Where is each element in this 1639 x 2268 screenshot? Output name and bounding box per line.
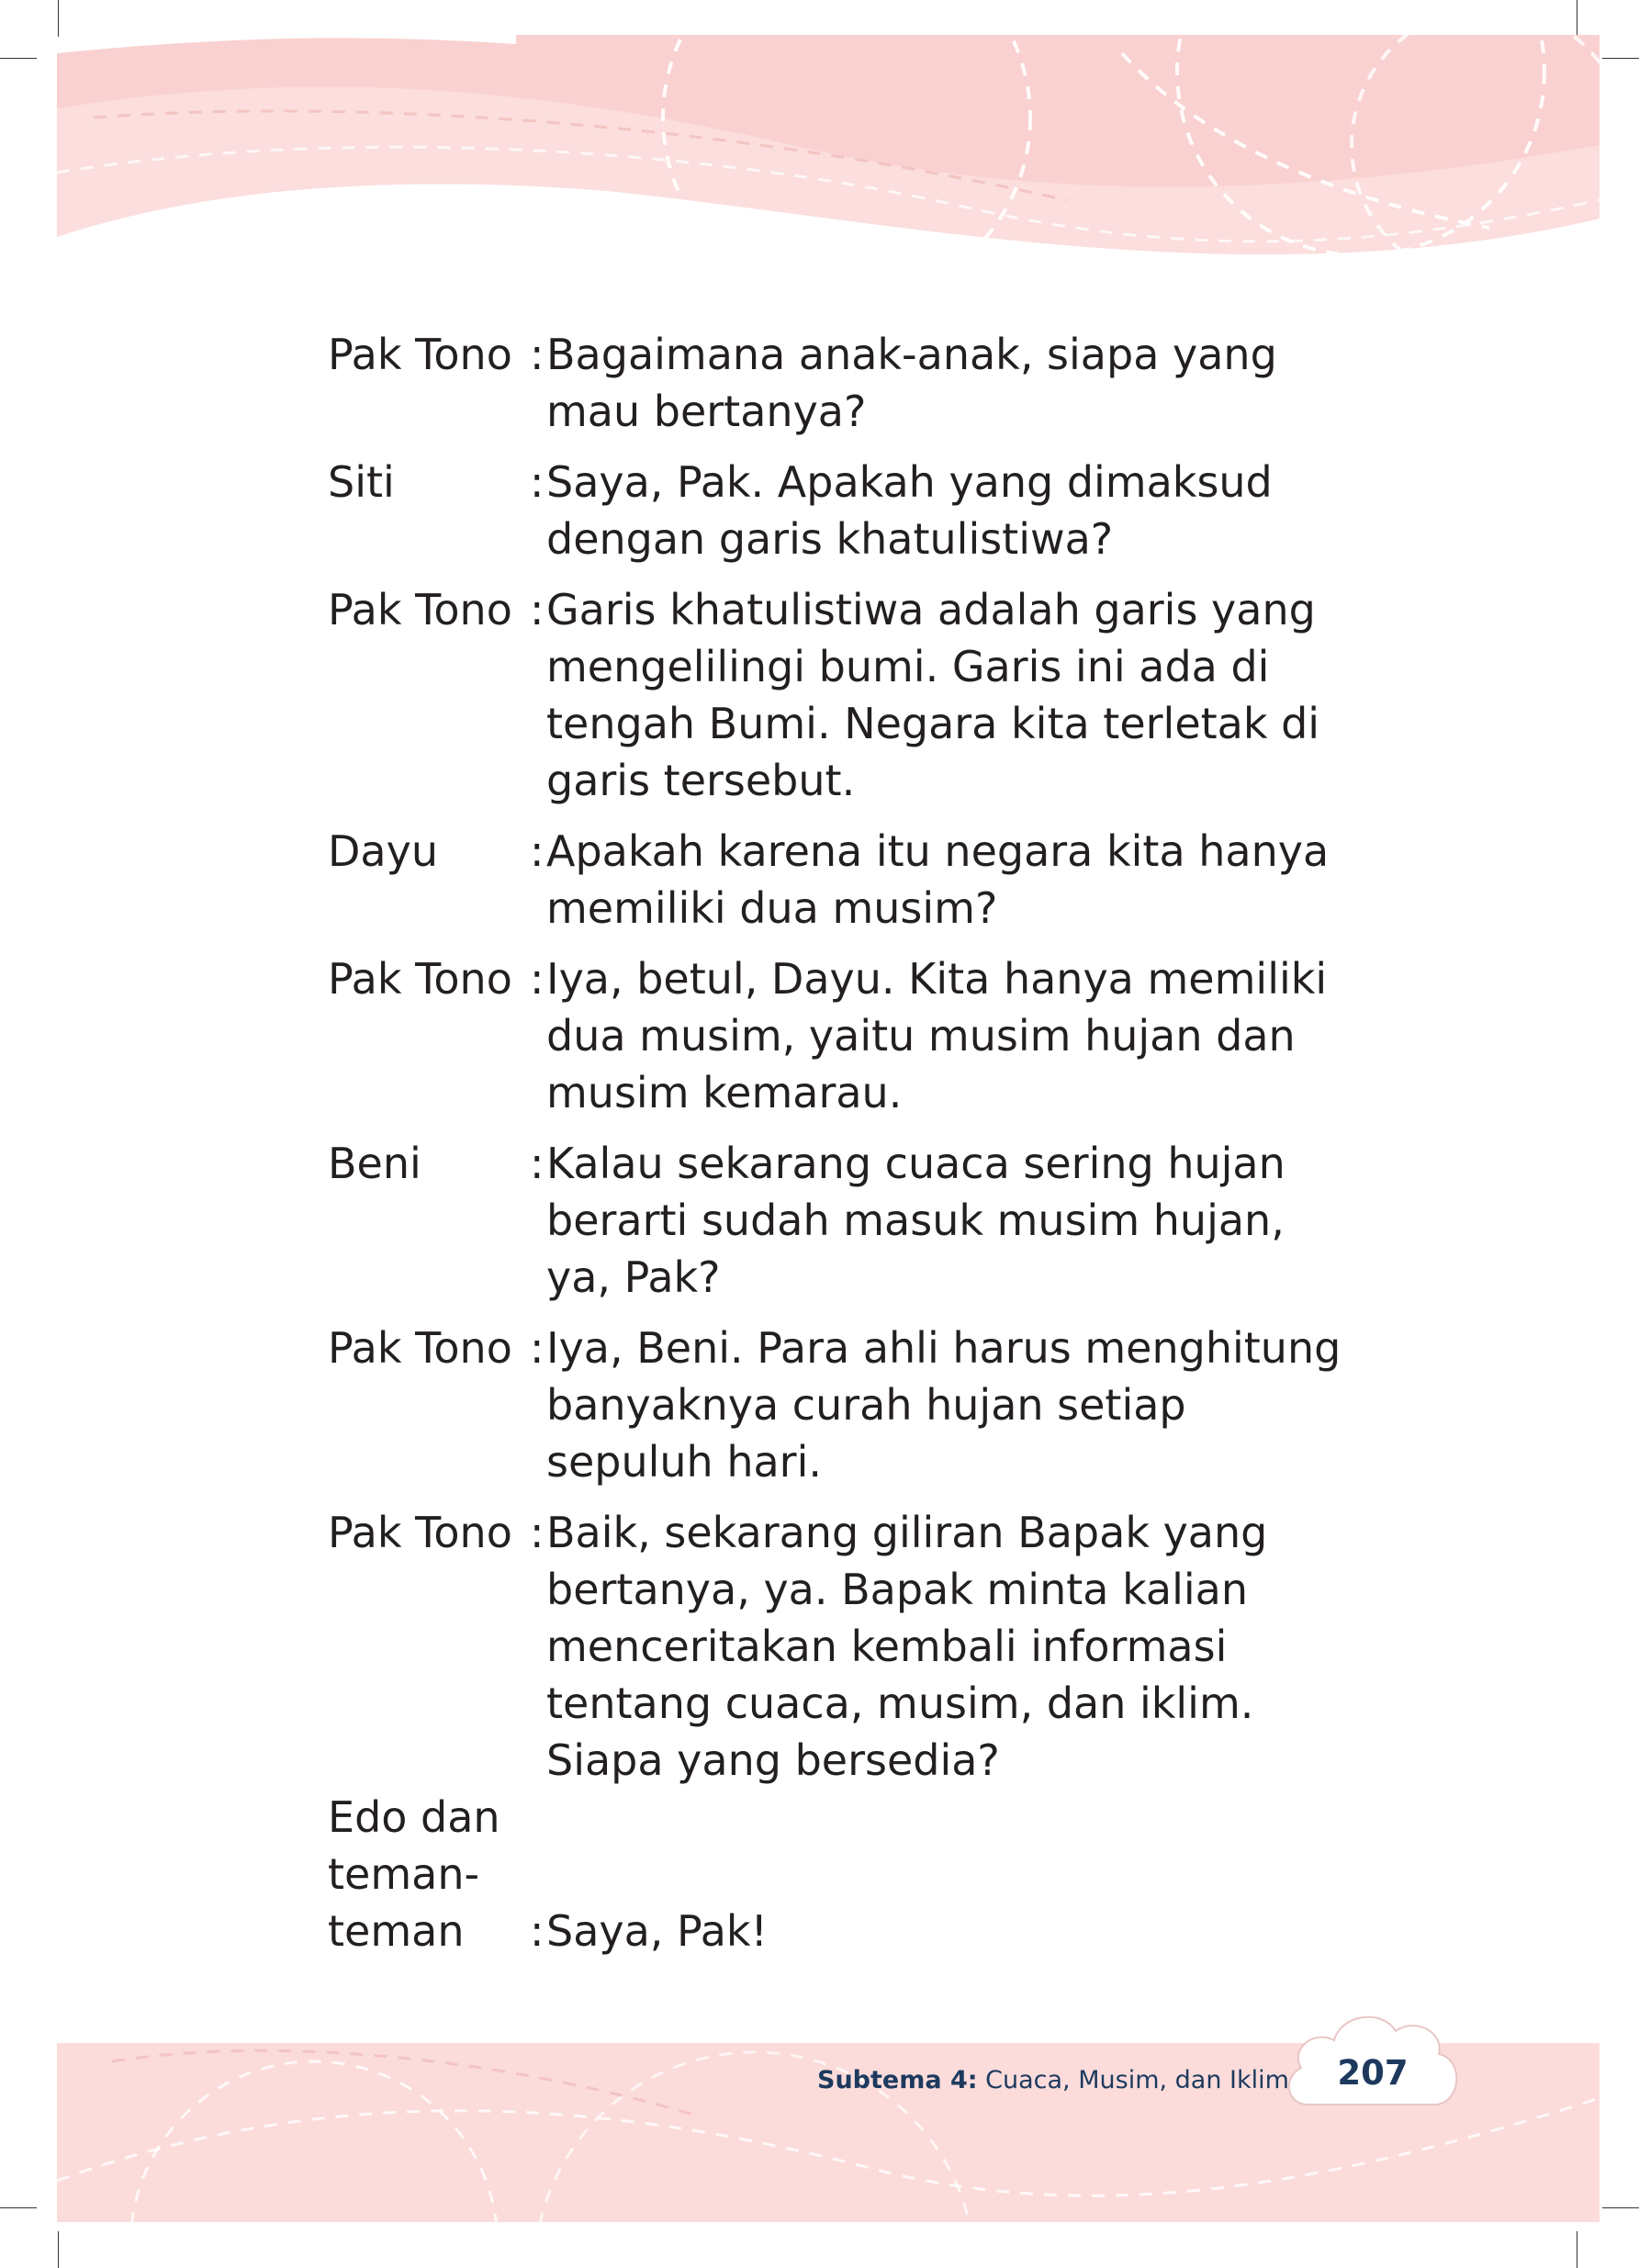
speaker-name: Edo dan teman- teman — [328, 1792, 500, 1956]
colon: : — [530, 1323, 544, 1373]
colon: : — [530, 1508, 544, 1557]
dialogue-turn — [328, 950, 1411, 1121]
dialogue-turn — [328, 326, 1411, 440]
speaker-name: Pak Tono — [328, 1508, 512, 1557]
crop-mark — [58, 0, 59, 37]
speaker-name: Beni — [328, 1139, 421, 1188]
dialogue — [328, 326, 1411, 1973]
dialogue-turn — [328, 823, 1411, 937]
speaker-name: Pak Tono — [328, 585, 512, 634]
speech-text: Saya, Pak! — [546, 1906, 768, 1956]
dialogue-turn — [328, 454, 1411, 567]
footer-subtheme-title: Cuaca, Musim, dan Iklim — [985, 2066, 1289, 2094]
speech-text: Saya, Pak. Apakah yang dimaksud dengan garis khatulistiwa? — [546, 457, 1273, 564]
colon: : — [530, 954, 544, 1004]
crop-mark — [1602, 2207, 1639, 2208]
crop-mark — [1602, 58, 1639, 59]
colon: : — [530, 1906, 544, 1956]
crop-mark — [0, 2207, 37, 2208]
colon: : — [530, 330, 544, 379]
speech-text: Bagaimana anak-anak, siapa yang mau bertanya? — [546, 330, 1277, 436]
footer-subtheme — [817, 2066, 1289, 2094]
colon: : — [530, 826, 544, 876]
speech-text: Kalau sekarang cuaca sering hujan berarti sudah masuk musim hujan, ya, Pak? — [546, 1139, 1285, 1302]
dialogue-turn — [328, 1319, 1411, 1490]
speaker-name: Pak Tono — [328, 330, 512, 379]
speaker-name: Siti — [328, 457, 395, 507]
page-number: 207 — [1337, 2053, 1409, 2093]
dialogue-turn — [328, 581, 1411, 809]
colon: : — [530, 1139, 544, 1188]
dialogue-turn — [328, 1789, 1411, 1959]
colon: : — [530, 457, 544, 507]
speech-text: Iya, betul, Dayu. Kita hanya memiliki dua musim, yaitu musim hujan dan musim kemarau. — [546, 954, 1328, 1117]
speaker-name: Pak Tono — [328, 1323, 512, 1373]
speech-text: Apakah karena itu negara kita hanya memiliki dua musim? — [546, 826, 1330, 933]
speaker-name: Pak Tono — [328, 954, 512, 1004]
colon: : — [530, 585, 544, 634]
speech-text: Iya, Beni. Para ahli harus menghitung banyaknya curah hujan setiap sepuluh hari. — [546, 1323, 1342, 1487]
top-decorative-banner — [57, 35, 1600, 303]
footer-subtheme-label: Subtema 4: — [817, 2066, 978, 2094]
speech-text: Garis khatulistiwa adalah garis yang mengelilingi bumi. Garis ini ada di tengah Bumi. Negara kita terletak di garis tersebut. — [546, 585, 1320, 805]
crop-mark — [58, 2231, 59, 2268]
dialogue-turn — [328, 1135, 1411, 1306]
speaker-name: Dayu — [328, 826, 438, 876]
crop-mark — [0, 58, 37, 59]
dialogue-turn — [328, 1504, 1411, 1789]
speech-text: Baik, sekarang giliran Bapak yang bertanya, ya. Bapak minta kalian menceritakan kembali informasi tentang cuaca, musim, dan iklim. Siapa yang bersedia? — [546, 1508, 1268, 1785]
